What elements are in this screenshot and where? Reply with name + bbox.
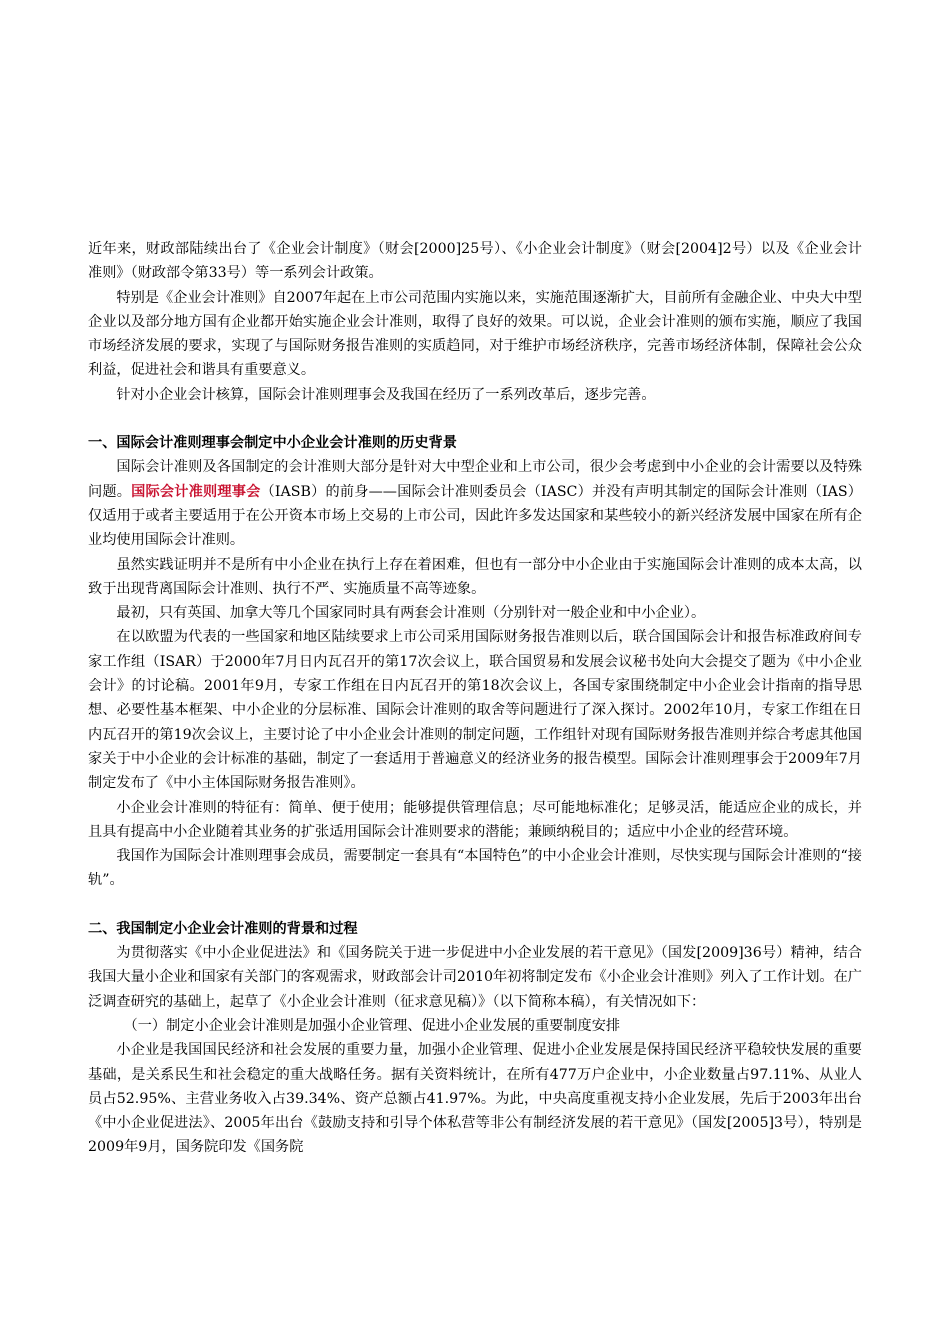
section-1-paragraph-1-text-a: 国际会计准则及各国制定的会计准则大部分是针对大中型企业和上市公司，很少会考虑到中小企业的会计需要以及特殊问题。 — [88, 459, 862, 500]
section-1-heading: 一、国际会计准则理事会制定中小企业会计准则的历史背景 — [88, 435, 457, 452]
section-1-paragraph-3: 最初，只有英国、加拿大等几个国家同时具有两套会计准则（分别针对一般企业和中小企业）。 — [116, 605, 706, 622]
section-gap — [88, 407, 862, 431]
intro-paragraph-2: 特别是《企业会计准则》自2007年起在上市公司范围内实施以来，实施范围逐渐扩大，目前所有金融企业、中央大中型企业以及部分地方国有企业都开始实施企业会计准则，取得了良好的效果。可以说，企业会计准则的颁布实施，顺应了我国市场经济发展的要求，实现了与国际财务报告准则的实质趋同，对于维护市场经济秩序，完善市场经济体制，保障社会公众利益，促进社会和谐具有重要意义。 — [88, 289, 862, 379]
section-2-paragraph-2: 小企业是我国国民经济和社会发展的重要力量，加强小企业管理、促进小企业发展是保持国民经济平稳较快发展的重要基础，是关系民生和社会稳定的重大战略任务。据有关资料统计，在所有477万户企业中，小企业数量占97.11%、从业人员占52.95%、主营业务收入占39.34%、资产总额占41.97%。为此，中央高度重视支持小企业发展，先后于2003年出台《中小企业促进法》、2005年出台《鼓励支持和引导个体私营等非公有制经济发展的若干意见》（国发[2005]3号），特别是2009年9月，国务院印发《国务院 — [88, 1042, 862, 1156]
intro-paragraph-1: 近年来，财政部陆续出台了《企业会计制度》（财会[2000]25号）、《小企业会计制度》（财会[2004]2号）以及《企业会计准则》（财政部令第33号）等一系列会计政策。 — [88, 241, 862, 282]
intro-paragraph-3: 针对小企业会计核算，国际会计准则理事会及我国在经历了一系列改革后，逐步完善。 — [116, 386, 656, 403]
section-1-paragraph-5: 小企业会计准则的特征有：简单、便于使用；能够提供管理信息；尽可能地标准化；足够灵活，能适应企业的成长，并且具有提高中小企业随着其业务的扩张适用国际会计准则要求的潜能；兼顾纳税目的；适应中小企业的经营环境。 — [88, 799, 862, 840]
section-1-paragraph-2: 虽然实践证明并不是所有中小企业在执行上存在着困难，但也有一部分中小企业由于实施国际会计准则的成本太高，以致于出现背离国际会计准则、执行不严、实施质量不高等迹象。 — [88, 556, 862, 597]
section-gap — [88, 893, 862, 917]
section-2-paragraph-1: 为贯彻落实《中小企业促进法》和《国务院关于进一步促进中小企业发展的若干意见》（国发[2009]36号）精神，结合我国大量小企业和国家有关部门的客观需求，财政部会计司2010年初将制定发布《小企业会计准则》列入了工作计划。在广泛调查研究的基础上，起草了《小企业会计准则（征求意见稿）》（以下简称本稿），有关情况如下： — [88, 945, 862, 1010]
section-1-paragraph-4: 在以欧盟为代表的一些国家和地区陆续要求上市公司采用国际财务报告准则以后，联合国国际会计和报告标准政府间专家工作组（ISAR）于2000年7月日内瓦召开的第17次会议上，联合国贸易和发展会议秘书处向大会提交了题为《中小企业会计》的讨论稿。2001年9月，专家工作组在日内瓦召开的第18次会议上，各国专家围绕制定中小企业会计指南的指导思想、必要性基本框架、中小企业的分层标准、国际会计准则的取舍等问题进行了深入探讨。2002年10月，专家工作组在日内瓦召开的第19次会议上，主要讨论了中小企业会计准则的制定问题，工作组针对现有国际财务报告准则并综合考虑其他国家关于中小企业的会计标准的基础，制定了一套适用于普遍意义的经济业务的报告模型。国际会计准则理事会于2009年7月制定发布了《中小主体国际财务报告准则》。 — [88, 629, 862, 792]
iasb-highlight-link[interactable]: 国际会计准则理事会 — [131, 483, 261, 500]
section-1-paragraph-6: 我国作为国际会计准则理事会成员，需要制定一套具有“本国特色”的中小企业会计准则，尽快实现与国际会计准则的“接轨”。 — [88, 848, 862, 889]
document-body — [88, 237, 862, 1160]
section-2-heading: 二、我国制定小企业会计准则的背景和过程 — [88, 920, 358, 937]
section-1-paragraph-1-text-b: （IASB）的前身——国际会计准则委员会（IASC）并没有声明其制定的国际会计准则（IAS）仅适用于或者主要适用于在公开资本市场上交易的上市公司，因此许多发达国家和某些较小的新兴经济发展中国家在所有企业均使用国际会计准则。 — [88, 483, 862, 549]
section-2-subheading-1: （一）制定小企业会计准则是加强小企业管理、促进小企业发展的重要制度安排 — [123, 1017, 621, 1034]
section-1-paragraph-1 — [88, 455, 862, 552]
